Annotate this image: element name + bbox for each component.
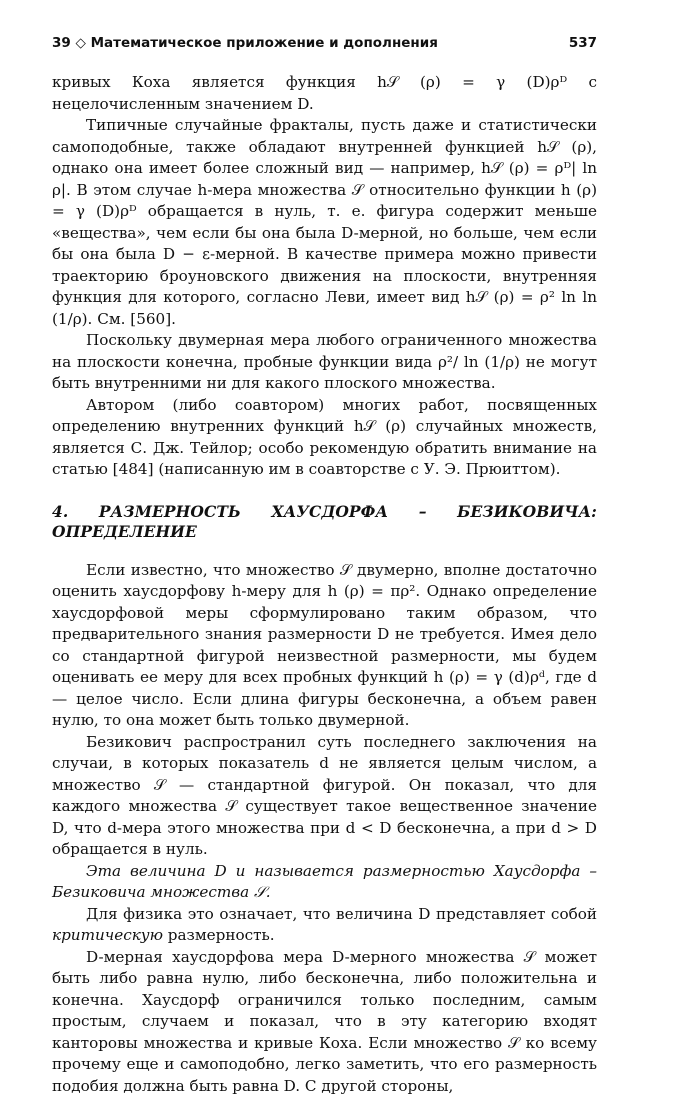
paragraph-physics bbox=[52, 904, 597, 947]
running-header bbox=[52, 35, 597, 55]
definition-text: Эта величина D и называется размерностью Хаусдорфа – Безиковича множества 𝒮. bbox=[52, 862, 597, 902]
definition-paragraph bbox=[52, 861, 597, 904]
section-title: 4. РАЗМЕРНОСТЬ ХАУСДОРФА – БЕЗИКОВИЧА: ОПРЕДЕЛЕНИЕ bbox=[52, 502, 597, 542]
chapter-title: Математическое приложение и дополнения bbox=[91, 35, 438, 51]
paragraph-random-fractals: Типичные случайные фракталы, пусть даже и статистически самоподобные, также обладают внутренней функцией h𝒮 (ρ), однако она имеет более сложный вид — например, h𝒮 (ρ) = ρᴰ| ln ρ|. В этом случае h-мера множества 𝒮 относительно функции h (ρ) = γ (D)ρᴰ обращается в нуль, т. е. фигура содержит меньше «вещества», чем если бы она была D-мерной, но больше, чем если бы она была D − ε-мерной. В качестве примера можно привести траекторию броуновского движения на плоскости, внутренняя функция для которого, согласно Леви, имеет вид h𝒮 (ρ) = ρ² ln ln (1/ρ). См. [560]. bbox=[52, 115, 597, 330]
paragraph-two-dimensional: Если известно, что множество 𝒮 двумерно, вполне достаточно оценить хаусдорфову h-меру для h (ρ) = πρ². Однако определение хаусдорфовой меры сформулировано таким образом, что предварительного знания размерности D не требуется. Имея дело со стандартной фигурой неизвестной размерности, мы будем оценивать ее меру для всех пробных функций h (ρ) = γ (d)ρᵈ, где d — целое число. Если длина фигуры бесконечна, а объем равен нулю, то она может быть только двумерной. bbox=[52, 560, 597, 732]
physics-text-after: размерность. bbox=[163, 926, 275, 944]
diamond-icon: ◇ bbox=[76, 35, 86, 51]
paragraph-continuation: кривых Коха является функция h𝒮 (ρ) = γ (D)ρᴰ с нецелочисленным значением D. bbox=[52, 72, 597, 115]
physics-text-before: Для физика это означает, что величина D представляет собой bbox=[86, 905, 597, 923]
page-number: 537 bbox=[569, 35, 597, 51]
paragraph-besicovitch: Безикович распространил суть последнего заключения на случаи, в которых показатель d не является целым числом, а множество 𝒮 — стандартной фигурой. Он показал, что для каждого множества 𝒮 существует такое вещественное значение D, что d-мера этого множества при d < D бесконечна, а при d > D обращается в нуль. bbox=[52, 732, 597, 861]
paragraph-hausdorff-measure: D-мерная хаусдорфова мера D-мерного множества 𝒮 может быть либо равна нулю, либо бесконечна, либо положительна и конечна. Хаусдорф ограничился только последним, самым простым, случаем и показал, что в эту категорию входят канторовы множества и кривые Коха. Если множество 𝒮 ко всему прочему еще и самоподобно, легко заметить, что его размерность подобия должна быть равна D. С другой стороны, bbox=[52, 947, 597, 1097]
chapter-heading bbox=[52, 35, 438, 51]
page-body bbox=[52, 72, 597, 1097]
paragraph-plane-measure: Поскольку двумерная мера любого ограниченного множества на плоскости конечна, пробные функции вида ρ²/ ln (1/ρ) не могут быть внутренними ни для какого плоского множества. bbox=[52, 330, 597, 395]
physics-emphasis: критическую bbox=[52, 926, 163, 944]
paragraph-taylor: Автором (либо соавтором) многих работ, посвященных определению внутренних функций h𝒮 (ρ) случайных множеств, является С. Дж. Тейлор; особо рекомендую обратить внимание на статью [484] (написанную им в соавторстве с У. Э. Прюиттом). bbox=[52, 395, 597, 481]
chapter-number: 39 bbox=[52, 35, 71, 51]
